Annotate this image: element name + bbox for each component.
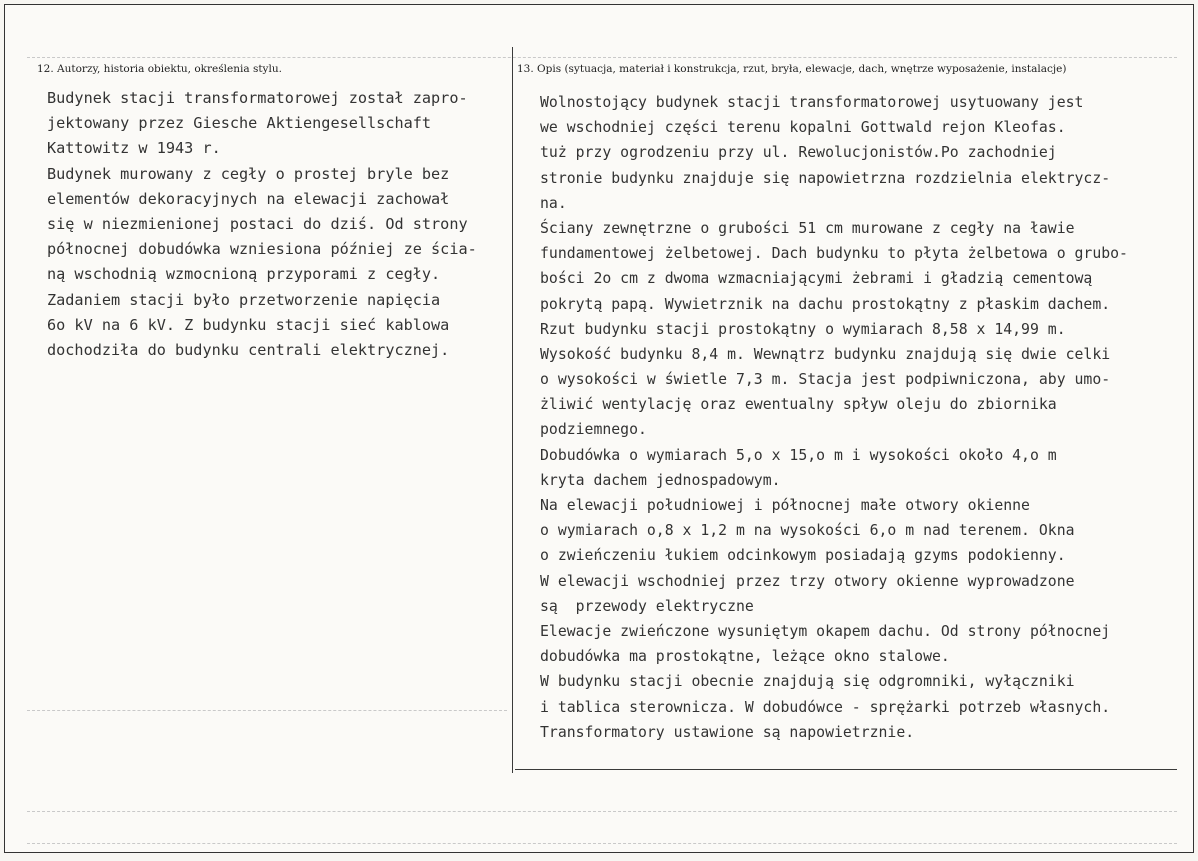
text-line: bości 2o cm z dwoma wzmacniającymi żebrami i gładzią cementową <box>540 270 1093 288</box>
text-line: Na elewacji południowej i północnej małe otwory okienne <box>540 497 1030 514</box>
column-divider <box>512 47 513 773</box>
text-line: ną wschodnią wzmocnioną przyporami z cegły. <box>47 265 441 284</box>
text-line: Elewacje zwieńczone wysuniętym okapem dachu. Od strony północnej <box>540 622 1111 640</box>
text-line: dochodziła do budynku centrali elektrycznej. <box>47 340 450 359</box>
text-line: Budynek stacji transformatorowej został zapro- <box>47 89 468 107</box>
section-13-heading: 13. Opis (sytuacja, materiał i konstrukcja, rzut, bryła, elewacje, dach, wnętrze wyposażenie, instalacje) <box>517 63 1067 75</box>
text-line: są przewody elektryczne <box>540 597 754 615</box>
text-line: Budynek murowany z cegły o prostej bryle bez <box>47 164 450 183</box>
top-rule <box>27 57 1177 58</box>
text-line: jektowany przez Giesche Aktiengesellschaft <box>47 114 432 133</box>
text-line: żliwić wentylację oraz ewentualny spływ oleju do zbiornika <box>540 396 1057 414</box>
text-line: o wysokości w świetle 7,3 m. Stacja jest podpiwniczona, aby umo- <box>540 371 1111 389</box>
ruled-line <box>27 710 507 711</box>
text-line: dobudówka ma prostokątne, leżące okno stalowe. <box>540 648 950 666</box>
ruled-line <box>27 843 1177 844</box>
bottom-rule <box>515 769 1177 770</box>
text-line: się w niezmienionej postaci do dziś. Od strony <box>47 214 468 233</box>
text-line: W elewacji wschodniej przez trzy otwory okienne wyprowadzone <box>540 572 1075 590</box>
document-card <box>4 4 1194 853</box>
text-line: kryta dachem jednospadowym. <box>540 471 781 489</box>
text-line: o wymiarach o,8 x 1,2 m na wysokości 6,o m nad terenem. Okna <box>540 522 1075 540</box>
text-line: północnej dobudówka wzniesiona później ze ścia- <box>47 240 477 259</box>
text-line: tuż przy ogrodzeniu przy ul. Rewolucjonistów.Po zachodniej <box>540 144 1057 162</box>
text-line: elementów dekoracyjnych na elewacji zachował <box>47 189 450 208</box>
text-line: o zwieńczeniu łukiem odcinkowym posiadają gzyms podokienny. <box>540 547 1066 565</box>
section-12-heading: 12. Autorzy, historia obiektu, określenia stylu. <box>37 63 282 75</box>
text-line: 6o kV na 6 kV. Z budynku stacji sieć kablowa <box>47 315 450 334</box>
section-13-text <box>540 90 1128 745</box>
text-line: Zadaniem stacji było przetworzenie napięcia <box>47 290 441 309</box>
text-line: Rzut budynku stacji prostokątny o wymiarach 8,58 x 14,99 m. <box>540 320 1066 338</box>
text-line: stronie budynku znajduje się napowietrzna rozdzielnia elektrycz- <box>540 169 1111 187</box>
text-line: Wysokość budynku 8,4 m. Wewnątrz budynku znajdują się dwie celki <box>540 345 1111 363</box>
text-line: W budynku stacji obecnie znajdują się odgromniki, wyłączniki <box>540 673 1075 691</box>
text-line: i tablica sterownicza. W dobudówce - sprężarki potrzeb własnych. <box>540 698 1111 716</box>
text-line: podziemnego. <box>540 421 647 439</box>
text-line: na. <box>540 194 567 212</box>
text-line: Transformatory ustawione są napowietrznie. <box>540 723 915 741</box>
text-line: Ściany zewnętrzne o grubości 51 cm murowane z cegły na ławie <box>540 219 1075 237</box>
text-line: Wolnostojący budynek stacji transformatorowej usytuowany jest <box>540 94 1084 111</box>
text-line: Dobudówka o wymiarach 5,o x 15,o m i wysokości około 4,o m <box>540 446 1057 464</box>
text-line: Kattowitz w 1943 r. <box>47 139 221 158</box>
text-line: pokrytą papą. Wywietrznik na dachu prostokątny z płaskim dachem. <box>540 295 1111 313</box>
section-12-text <box>47 86 477 363</box>
text-line: fundamentowej żelbetowej. Dach budynku to płyta żelbetowa o grubo- <box>540 245 1128 263</box>
text-line: we wschodniej części terenu kopalni Gottwald rejon Kleofas. <box>540 119 1066 137</box>
ruled-line <box>27 811 1177 812</box>
